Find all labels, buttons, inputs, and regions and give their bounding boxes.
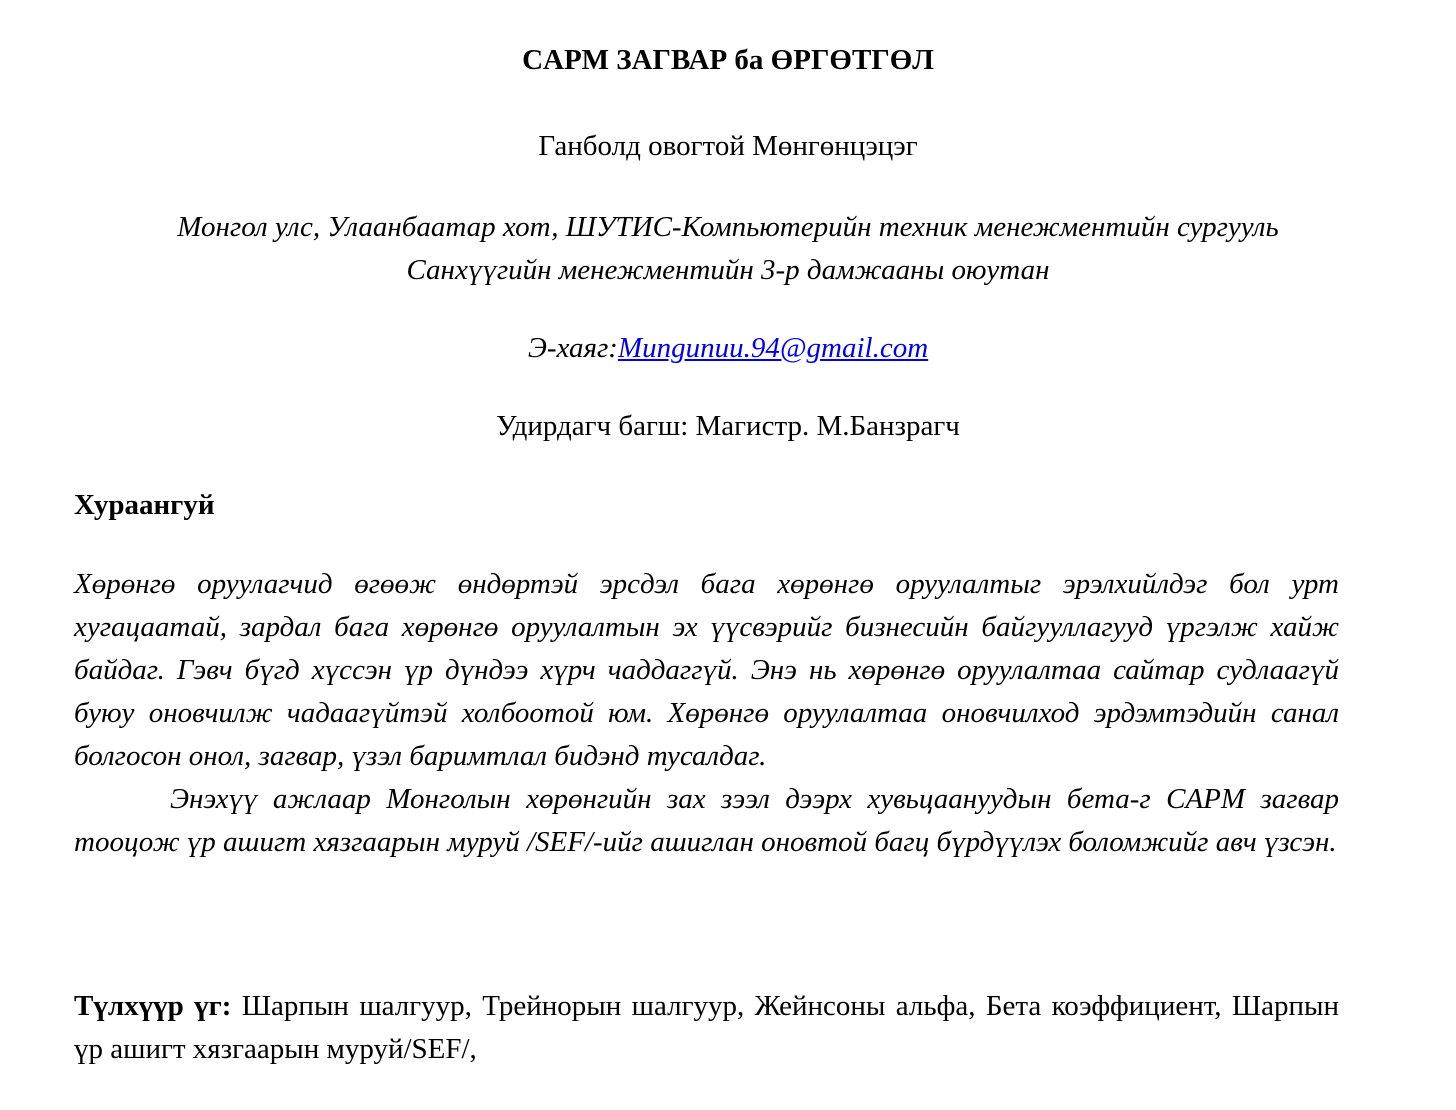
keywords bbox=[74, 985, 1339, 1071]
author-name: Ганболд овогтой Мөнгөнцэцэг bbox=[538, 130, 918, 162]
paper-title: CAPM ЗАГВАР ба ӨРГӨТГӨЛ bbox=[522, 44, 934, 76]
keywords-text: Шарпын шалгуур, Трейнорын шалгуур, Жейнсоны альфа, Бета коэффициент, Шарпын үр ашигт хязгаарын муруй/SEF/, bbox=[74, 990, 1339, 1065]
email-link[interactable]: Mungunuu.94@gmail.com bbox=[617, 332, 929, 364]
email-label: Э-хаяг: bbox=[527, 332, 618, 364]
affiliation-line-1: Монгол улс, Улаанбаатар хот, ШУТИС-Компьютерийн техник менежментийн сургууль bbox=[177, 211, 1279, 243]
abstract-paragraph-1: Хөрөнгө оруулагчид өгөөж өндөртэй эрсдэл бага хөрөнгө оруулалтыг эрэлхийлдэг бол урт хугацаатай, зардал бага хөрөнгө оруулалтын эх үүсвэрийг бизнесийн байгууллагууд үргэлж хайж байдаг. Гэвч бүгд хүссэн үр дүндээ хүрч чаддаггүй. Энэ нь хөрөнгө оруулалтаа сайтар судлаагүй буюу оновчилж чадаагүйтэй холбоотой юм. Хөрөнгө оруулалтаа оновчилход эрдэмтэдийн санал болгосон онол, загвар, үзэл баримтлал бидэнд тусалдаг. bbox=[74, 568, 1339, 772]
keywords-label: Түлхүүр үг: bbox=[74, 990, 232, 1022]
abstract-body bbox=[74, 563, 1339, 864]
email-line bbox=[0, 330, 1456, 366]
abstract-paragraph-2: Энэхүү ажлаар Монголын хөрөнгийн зах зээл дээрх хувьцаануудын бета-г CAPM загвар тооцож үр ашигт хязгаарын муруй /SEF/-ийг ашиглан оновтой багц бүрдүүлэх боломжийг авч үзсэн. bbox=[74, 783, 1339, 858]
affiliation-line-2: Санхүүгийн менежментийн 3-р дамжааны оюутан bbox=[406, 254, 1050, 286]
affiliation bbox=[0, 206, 1456, 292]
abstract-heading: Хураангуй bbox=[74, 489, 215, 521]
supervisor: Удирдагч багш: Магистр. М.Банзрагч bbox=[496, 410, 960, 442]
